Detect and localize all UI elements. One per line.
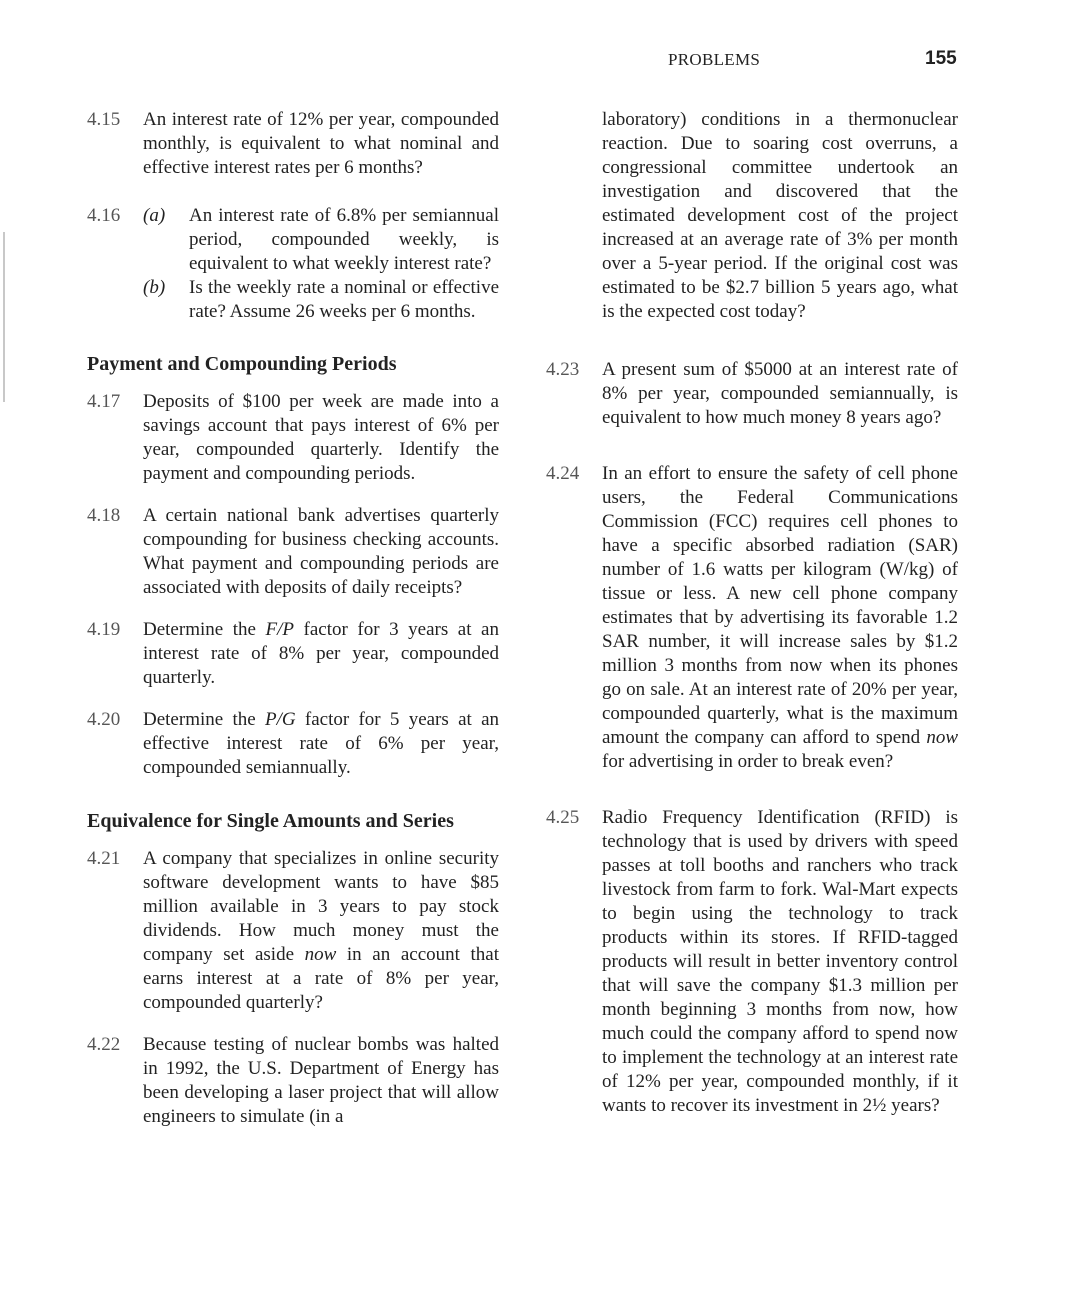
- problem-text: [143, 708, 499, 780]
- problem-text: A certain national bank advertises quarterly compounding for business checking accounts. What payment and compounding periods are associated with deposits of daily receipts?: [143, 505, 499, 598]
- problem-4-19: [87, 618, 499, 690]
- problem-number: 4.19: [87, 619, 121, 640]
- part-text: An interest rate of 6.8% per semiannual period, compounded weekly, is equivalent to what weekly interest rate?: [189, 205, 499, 274]
- text-segment: Determine the: [143, 619, 266, 640]
- emphasis: now: [926, 727, 958, 748]
- problem-part-a: [143, 204, 499, 276]
- problem-number: 4.25: [546, 807, 580, 828]
- section-heading-equivalence: Equivalence for Single Amounts and Series: [87, 810, 454, 832]
- scan-edge-mark: [3, 232, 5, 402]
- problem-text: [602, 462, 958, 774]
- problem-4-20: [87, 708, 499, 780]
- left-column: [87, 108, 499, 1129]
- right-column: [546, 108, 958, 1118]
- text-segment: In an effort to ensure the safety of cell phone users, the Federal Communications Commission (FCC) requires cell phones to have a specific absorbed radiation (SAR) number of 1.6 watts per kilogram (W/kg) of tissue or less. A new cell phone company estimates that by advertising its favorable 1.2 SAR number, it will increase sales by $1.2 million 3 months from now when its phones go on sale. At an interest rate of 20% per year, compounded quarterly, what is the maximum amount the company can afford to spend: [602, 463, 958, 748]
- text-segment: factor for 5 years at an effective interest rate of 6% per year, compounded semiannually.: [143, 709, 500, 778]
- problem-number: 4.17: [87, 391, 121, 412]
- text-segment: in an account that earns interest at a rate of 8% per year, compounded quarterly?: [143, 944, 499, 1013]
- problem-4-15: [87, 108, 499, 180]
- problem-text: [143, 618, 499, 690]
- problem-number: 4.22: [87, 1034, 121, 1055]
- problem-4-22-continued: [546, 108, 958, 324]
- problem-4-24: [546, 462, 958, 774]
- problem-4-17: [87, 390, 499, 486]
- problem-number: 4.20: [87, 709, 121, 730]
- text-segment: for advertising in order to break even?: [602, 751, 894, 772]
- part-label: (a): [143, 205, 166, 226]
- problem-number-spacer: [546, 108, 602, 324]
- part-text: Is the weekly rate a nominal or effective rate? Assume 26 weeks per 6 months.: [189, 277, 499, 322]
- text-segment: Determine the: [143, 709, 265, 730]
- text-segment: A company that specializes in online security software development wants to have $85 million available in 3 years to pay stock dividends. How much money must the company set aside: [143, 848, 499, 965]
- problem-text: Because testing of nuclear bombs was halted in 1992, the U.S. Department of Energy has been developing a laser project that will allow engineers to simulate (in a: [143, 1034, 499, 1127]
- factor-notation: F/P: [265, 619, 294, 640]
- factor-notation: P/G: [264, 709, 296, 730]
- problem-text: Radio Frequency Identification (RFID) is technology that is used by drivers with speed passes at toll booths and ranchers who track livestock from farm to fork. Wal-Mart expects to begin using the technology to track products within its stores. If RFID-tagged products will result in better inventory control that will save the company $1.3 million per month beginning 3 months from now, how much could the company afford to spend now to implement the technology at an interest rate of 12% per year, compounded monthly, if it wants to recover its investment in 2½ years?: [602, 807, 958, 1116]
- problem-text: Deposits of $100 per week are made into a savings account that pays interest of 6% per year, compounded quarterly. Identify the payment and compounding periods.: [143, 391, 499, 484]
- problem-parts: [143, 204, 499, 324]
- problem-4-25: [546, 806, 958, 1118]
- problem-number: 4.24: [546, 463, 580, 484]
- emphasis: now: [304, 944, 337, 965]
- problem-4-18: [87, 504, 499, 600]
- problem-number: 4.15: [87, 109, 121, 130]
- problem-number: 4.23: [546, 359, 580, 380]
- problem-4-23: [546, 358, 958, 430]
- problem-text: laboratory) conditions in a thermonuclear reaction. Due to soaring cost overruns, a congressional committee undertook an investigation and discovered that the estimated development cost of the project increased at an average rate of 3% per month over a 5-year period. If the original cost was estimated to be $2.7 billion 5 years ago, what is the expected cost today?: [602, 109, 958, 322]
- problem-4-16: [87, 204, 499, 324]
- problem-4-22: [87, 1033, 499, 1129]
- problem-4-21: [87, 847, 499, 1015]
- part-label: (b): [143, 277, 166, 298]
- problem-text: An interest rate of 12% per year, compounded monthly, is equivalent to what nominal and effective interest rates per 6 months?: [143, 109, 499, 178]
- problem-number: 4.21: [87, 848, 121, 869]
- problem-text: A present sum of $5000 at an interest rate of 8% per year, compounded semiannually, is equivalent to how much money 8 years ago?: [602, 359, 958, 428]
- problem-number: 4.16: [87, 205, 121, 226]
- problem-number: 4.18: [87, 505, 121, 526]
- problem-text: [143, 847, 499, 1015]
- page-number: 155: [925, 48, 957, 69]
- section-heading-payment: Payment and Compounding Periods: [87, 353, 397, 375]
- problem-part-b: [143, 276, 499, 324]
- running-head: PROBLEMS: [668, 50, 761, 69]
- text-segment: factor for 3 years at an interest rate of 8% per year, compounded quarterly.: [143, 619, 499, 688]
